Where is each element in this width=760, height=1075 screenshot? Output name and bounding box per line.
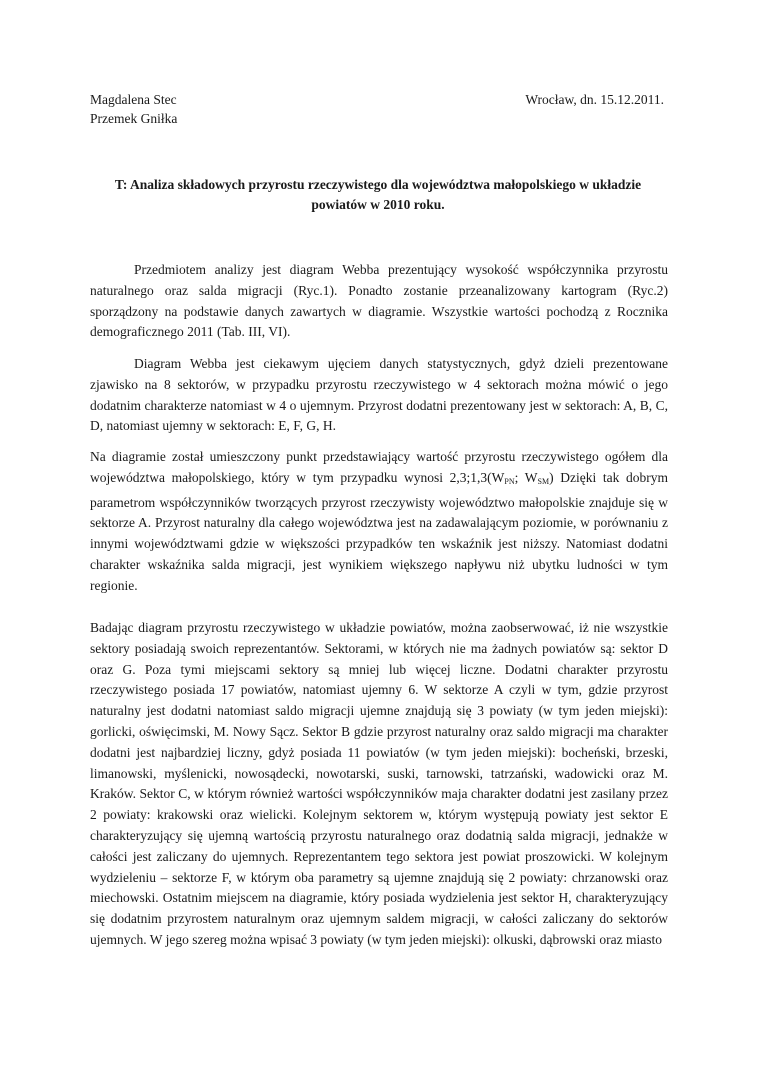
paragraph-counties	[90, 618, 668, 951]
author-name: Magdalena Stec	[90, 92, 177, 107]
paragraph-webb-diagram	[90, 354, 668, 437]
subscript-pn: PN	[504, 476, 515, 486]
subscript-sm: SM	[537, 476, 550, 486]
author-name: Przemek Gniłka	[90, 111, 178, 126]
paragraph-voivodeship	[90, 447, 668, 597]
text-run: Na diagramie został umieszczony punkt przedstawiający wartość przyrostu rzeczywistego ogółem dla województwa małopolskiego, który w tym przypadku wynosi 2,3;1,3(W	[90, 449, 668, 485]
authors-block	[90, 90, 177, 128]
paragraph-text: Diagram Webba jest ciekawym ujęciem danych statystycznych, gdyż dzieli prezentowane zjawisko na 8 sektorów, w przypadku przyrostu rzeczywistego w 4 sektorach można mówić o jego dodatnim charakterze natomiast w 4 o ujemnym. Przyrost dodatni prezentowany jest w sektorach: A, B, C, D, natomiast ujemny w sektorach: E, F, G, H.	[90, 356, 668, 434]
place-date: Wrocław, dn. 15.12.2011.	[525, 92, 664, 107]
document-title: T: Analiza składowych przyrostu rzeczywistego dla województwa małopolskiego w układzie powiatów w 2010 roku.	[114, 177, 642, 212]
paragraph-intro	[90, 260, 668, 343]
text-run: ) Dzięki tak dobrym parametrom współczynników tworzących przyrost rzeczywisty województwo małopolskie znajduje się w sektorze A. Przyrost naturalny dla całego województwa jest na zadawalającym poziomie, w porównaniu z innymi województwami gdzie w większości przypadków ten wskaźnik jest niższy. Natomiast dodatni charakter wskaźnika salda migracji, jest wynikiem większego napływu niż ubytku ludności w tym regionie.	[90, 469, 668, 593]
paragraph-text: Badając diagram przyrostu rzeczywistego w układzie powiatów, można zaobserwować, iż nie wszystkie sektory posiadają swoich reprezentantów. Sektorami, w których nie ma żadnych powiatów są: sektor D oraz G. Poza tymi miejscami sektory są mniej lub więcej liczne. Dodatni charakter przyrostu rzeczywistego posiada 17 powiatów, natomiast ujemny 6. W sektorze A czyli w tym, gdzie przyrost naturalny jest dodatni natomiast saldo migracji ujemne znajdują się 3 powiaty (w tym jeden miejski): gorlicki, oświęcimski, M. Nowy Sącz. Sektor B gdzie przyrost naturalny oraz saldo migracji ma charakter dodatni jest najbardziej liczny, gdyż posiada 11 powiatów (w tym jeden miejski): bocheński, brzeski, limanowski, myślenicki, nowosądecki, nowotarski, suski, tarnowski, tatrzański, wadowicki oraz M. Kraków. Sektor C, w którym również wartości współczynników maja charakter dodatni jest zasilany przez 2 powiaty: krakowski oraz wielicki. Kolejnym sektorem w, którym występują powiaty jest sektor E charakteryzujący się ujemną wartością przyrostu naturalnego oraz dodatnią salda migracji, jednakże w całości jest zaliczany do ujemnych. Reprezentantem tego sektora jest powiat proszowicki. W kolejnym wydzieleniu – sektorze F, w którym oba parametry są ujemne znajdują się 2 powiaty: chrzanowski oraz miechowski. Ostatnim miejscem na diagramie, który posiada wydzielenia jest sektor H, charakteryzujący się dodatnim przyrostem naturalnym oraz ujemnym saldem migracji, w całości zaliczany do sektorów ujemnych. W jego szereg można wpisać 3 powiaty (w tym jeden miejski): olkuski, dąbrowski oraz miasto	[90, 620, 668, 947]
paragraph-text	[90, 447, 668, 597]
paragraph-text: Przedmiotem analizy jest diagram Webba prezentujący wysokość współczynnika przyrostu naturalnego oraz salda migracji (Ryc.1). Ponadto zostanie przeanalizowany kartogram (Ryc.2) sporządzony na podstawie danych zawartych w diagramie. Wszystkie wartości pochodzą z Rocznika demograficznego 2011 (Tab. III, VI).	[90, 262, 668, 340]
text-run: ; W	[514, 469, 538, 485]
